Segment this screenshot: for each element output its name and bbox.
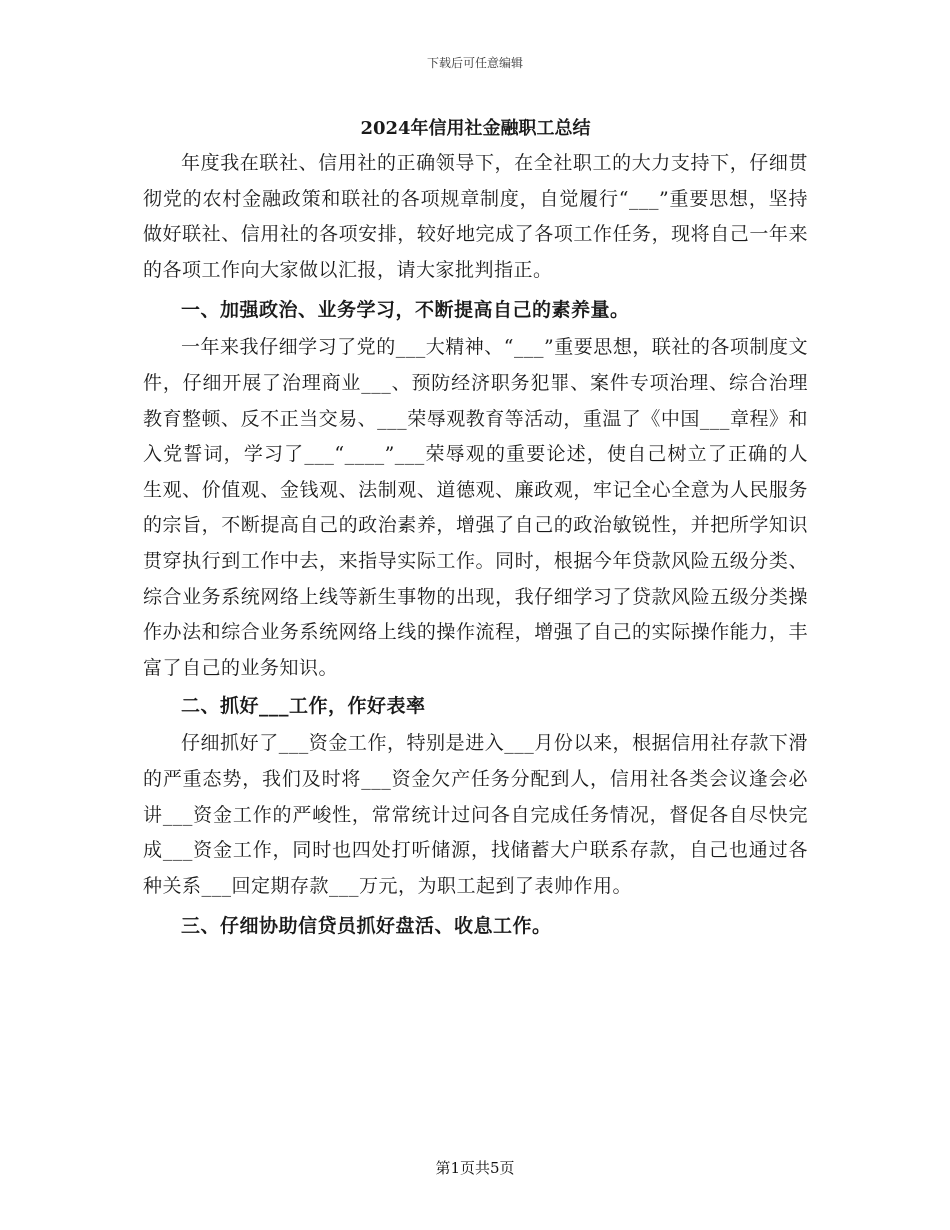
section-2-heading: 二、抓好___工作，作好表率 xyxy=(181,695,426,718)
document-title: 2024年信用社金融职工总结 xyxy=(360,118,591,139)
section-1-heading: 一、加强政治、业务学习，不断提高自己的素养量。 xyxy=(181,299,630,322)
section-2-body: 仔细抓好了___资金工作，特别是进入___月份以来，根据信用社存款下滑的严重态势，我们及时将___资金欠产任务分配到人，信用社各类会议逢会必讲___资金工作的严峻性，常常统计过问各自完成任务情况，督促各自尽快完成___资金工作，同时也四处打听储源，找储蓄大户联系存款，自己也通过各种关系___回定期存款___万元，为职工起到了表帅作用。 xyxy=(143,732,808,897)
intro-paragraph: 年度我在联社、信用社的正确领导下，在全社职工的大力支持下，仔细贯彻党的农村金融政策和联社的各项规章制度，自觉履行“___”重要思想，坚持做好联社、信用社的各项安排，较好地完成了各项工作任务，现将自己一年来的各项工作向大家做以汇报，请大家批判指正。 xyxy=(143,152,808,281)
section-1-body: 一年来我仔细学习了党的___大精神、“___”重要思想，联社的各项制度文件，仔细开展了治理商业___、预防经济职务犯罪、案件专项治理、综合治理教育整顿、反不正当交易、___荣辱观教育等活动，重温了《中国___章程》和入党誓词，学习了___“____”___荣辱观的重要论述，使自己树立了正确的人生观、价值观、金钱观、法制观、道德观、廉政观，牢记全心全意为人民服务的宗旨，不断提高自己的政治素养，增强了自己的政治敏锐性，并把所学知识贯穿执行到工作中去，来指导实际工作。同时，根据今年贷款风险五级分类、综合业务系统网络上线等新生事物的出现，我仔细学习了贷款风险五级分类操作办法和综合业务系统网络上线的操作流程，增强了自己的实际操作能力，丰富了自己的业务知识。 xyxy=(143,336,808,679)
document-body xyxy=(143,112,808,946)
page-header-note: 下载后可任意编辑 xyxy=(426,56,523,70)
section-3-heading: 三、仔细协助信贷员抓好盘活、收息工作。 xyxy=(181,915,552,938)
page-number: 第1页共5页 xyxy=(435,1159,515,1177)
